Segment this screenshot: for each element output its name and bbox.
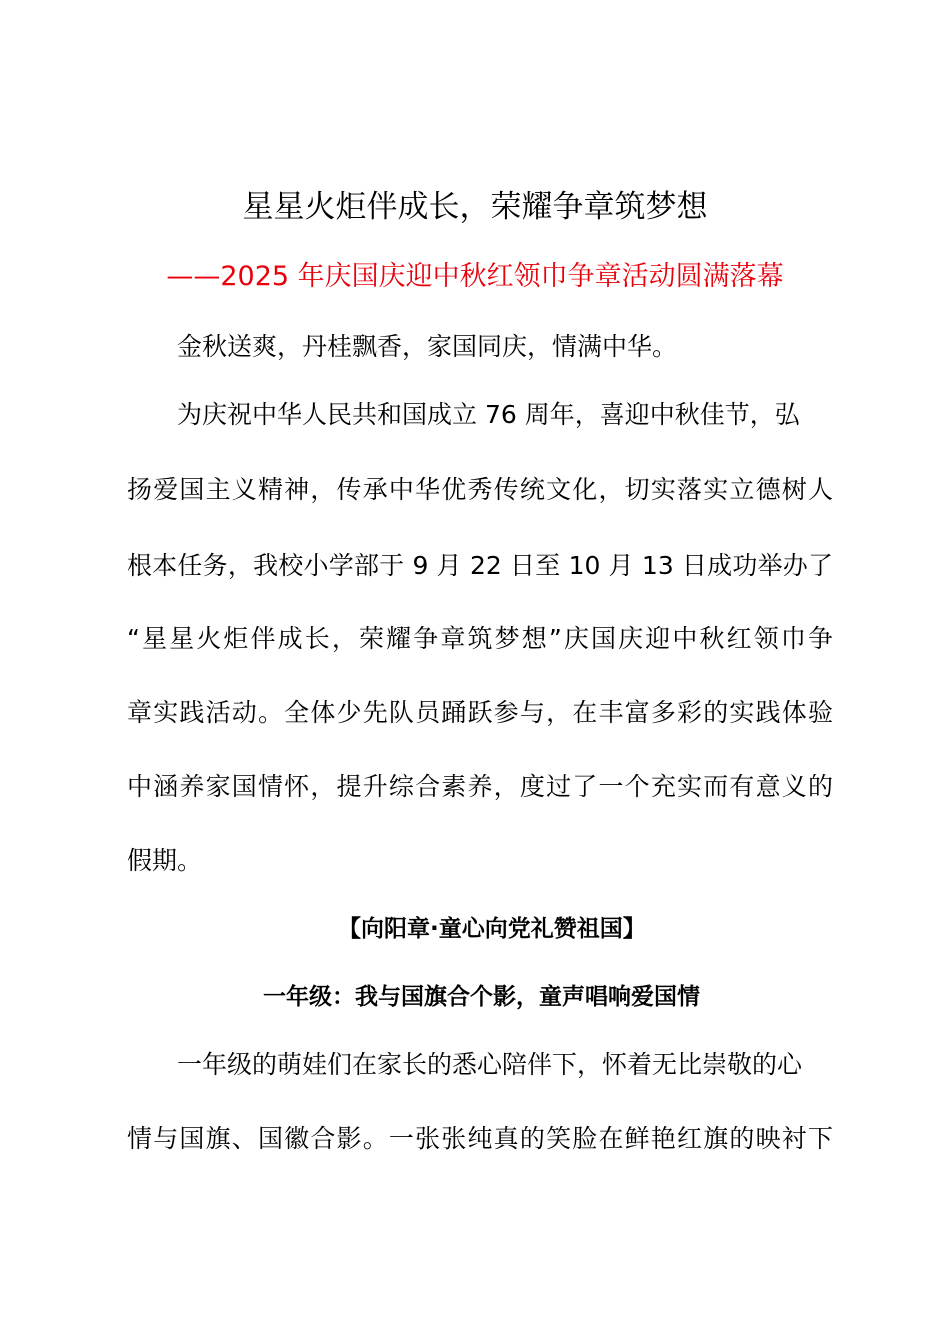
document-subtitle: ——2025 年庆国庆迎中秋红领巾争章活动圆满落幕 xyxy=(166,261,784,292)
grade-heading: 一年级：我与国旗合个影，童声唱响爱国情 xyxy=(263,984,700,1010)
paragraph1-line-1: 为庆祝中华人民共和国成立 76 周年，喜迎中秋佳节，弘 xyxy=(177,400,800,429)
paragraph1-line-4: “星星火炬伴成长，荣耀争章筑梦想”庆国庆迎中秋红领巾争 xyxy=(127,624,833,653)
section-heading: 【向阳章·童心向党礼赞祖国】 xyxy=(338,916,646,942)
paragraph1-line-6: 中涵养家国情怀，提升综合素养，度过了一个充实而有意义的 xyxy=(127,772,833,801)
document-title: 星星火炬伴成长，荣耀争章筑梦想 xyxy=(242,189,708,225)
paragraph1-line-7: 假期。 xyxy=(127,846,203,875)
paragraph1-line-3: 根本任务，我校小学部于 9 月 22 日至 10 月 13 日成功举办了 xyxy=(127,551,833,580)
paragraph2-line-2: 情与国旗、国徽合影。一张张纯真的笑脸在鲜艳红旗的映衬下 xyxy=(127,1124,833,1153)
paragraph1-line-5: 章实践活动。全体少先队员踊跃参与，在丰富多彩的实践体验 xyxy=(127,698,833,727)
paragraph2-line-1: 一年级的萌娃们在家长的悉心陪伴下，怀着无比崇敬的心 xyxy=(177,1050,803,1079)
paragraph1-line-2: 扬爱国主义精神，传承中华优秀传统文化，切实落实立德树人 xyxy=(127,475,833,504)
intro-line: 金秋送爽，丹桂飘香，家国同庆，情满中华。 xyxy=(177,332,678,361)
